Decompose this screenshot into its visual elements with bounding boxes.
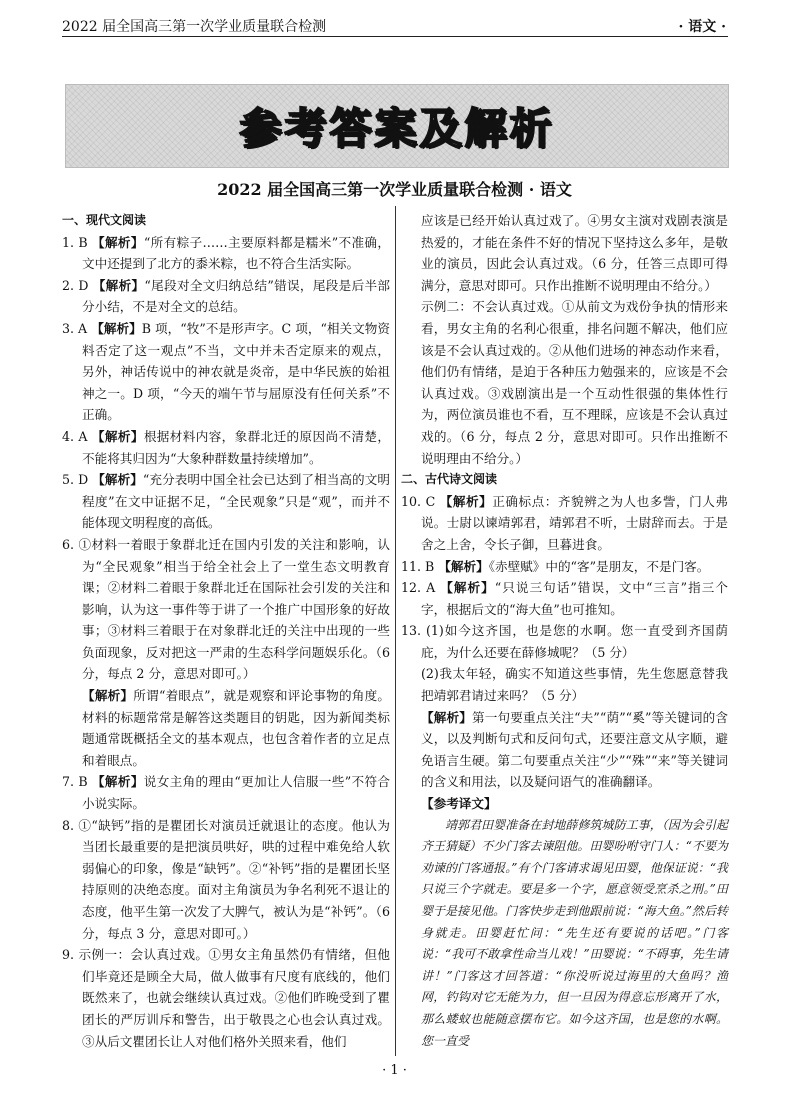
banner-title: 参考答案及解析 <box>239 104 555 153</box>
answer-number: 11. B <box>401 558 435 574</box>
answer-item-10 <box>401 491 728 556</box>
answer-item-2 <box>62 275 390 318</box>
analysis-tag: 【解析】 <box>92 234 144 250</box>
right-column <box>401 210 728 1052</box>
answer-number: 13. <box>401 623 422 639</box>
answer-item-1 <box>62 232 390 275</box>
answer-item-9-example-two: 示例二：不会认真过戏。①从前文为戏份争执的情形来看，男女主角的名利心很重，排名问题不解决，他们应该是不会认真过戏的。②从他们进场的神态动作来看，他们仍有情绪，是迫于各种压力勉强来的，应该是不会认真过戏。③戏剧演出是一个互动性很强的集体性行为，两位演员谁也不看，互不理睬，应该是不会认真过戏的。（6 分，每点 2 分，意思对即可。只作出推断不说明理由不给分。） <box>421 299 728 466</box>
answer-item-6 <box>62 534 390 685</box>
document-title: 2022 届全国高三第一次学业质量联合检测 · 语文 <box>217 180 572 199</box>
analysis-tag: 【解析】 <box>440 580 495 596</box>
answer-text: (1)如今这齐国，也是您的水啊。您一直受到齐国荫庇，为什么还要在薛修城呢？（5 分） <box>421 623 728 660</box>
reference-translation-heading: 【参考译文】 <box>421 796 497 812</box>
answer-text: 正确标点：齐貌辨之为人也多訾，门人弗说。士尉以谏靖郭君，靖郭君不听，士尉辞而去。于是舍之上舍，令长子御，旦暮进食。 <box>421 493 729 552</box>
answer-item-8 <box>62 815 390 945</box>
answer-item-11 <box>401 556 728 578</box>
analysis-text: 所谓“着眼点”，就是观察和评论事物的角度。材料的标题常常是解答这类题目的钥匙，因为新闻类标题通常既概括全文的基本观点，也包含着作者的立足点和着眼点。 <box>82 688 390 768</box>
answer-item-4 <box>62 426 390 469</box>
section-heading-classical-reading: 二、古代诗文阅读 <box>401 472 498 487</box>
analysis-text: 第一句要重点关注“夫”“荫”“奚”等关键词的含义，以及判断句式和反问句式，还要注意文从字顺，避免语言生硬。第二句要重点关注“少”“殊”“来”等关键词的含义和用法，以及疑问语气的准确翻译。 <box>421 709 728 790</box>
answer-number: 8. <box>62 817 75 833</box>
analysis-tag: 【解析】 <box>438 558 489 574</box>
answer-item-7 <box>62 771 390 814</box>
answer-number: 1. B <box>62 234 88 250</box>
answer-item-9 <box>62 944 390 1052</box>
answer-text: 示例一：会认真过戏。①男女主角虽然仍有情绪，但他们毕竟还是顾全大局，做人做事有尺度有底线的，他们既然来了，也就会继续认真过戏。②他们昨晚受到了瞿团长的严厉训斥和警告，出于敬畏之心也会认真过戏。③从后文瞿团长让人对他们格外关照来看，他们 <box>78 947 391 1049</box>
analysis-tag: 【解析】 <box>91 774 144 790</box>
answer-text: ①“缺钙”指的是瞿团长对演员迁就退让的态度。他认为当团长最重要的是把演员哄好，哄的过程中难免给人软弱偏心的印象，像是“缺钙”。②“补钙”指的是瞿团长坚持原则的决绝态度。面对主角演员为争名利死不退让的态度，他平生第一次发了大脾气，被认为是“补钙”。（6 分，每点 3 分，意思对即可。） <box>78 817 390 941</box>
answer-number: 7. B <box>62 774 88 790</box>
answer-number: 9. <box>62 947 75 963</box>
page-header <box>62 10 728 37</box>
answer-text: 根据材料内容，象群北迁的原因尚不清楚，不能将其归因为“大象种群数量持续增加”。 <box>82 428 390 466</box>
answer-text: “尾段对全文归纳总结”错误，尾段是后半部分小结，不是对全文的总结。 <box>82 277 390 315</box>
analysis-tag: 【解析】 <box>92 472 143 488</box>
answer-text: “充分表明中国全社会已达到了相当高的文明程度”在文中证据不足，“全民观象”只是“观”，而并不能体现文明程度的高低。 <box>82 472 390 531</box>
column-divider <box>395 206 396 1056</box>
answer-number: 3. A <box>62 320 88 336</box>
answer-item-6-analysis <box>62 685 390 771</box>
answer-item-5 <box>62 469 390 534</box>
analysis-tag: 【解析】 <box>421 709 473 725</box>
answer-item-13-analysis <box>401 707 728 793</box>
analysis-tag: 【解析】 <box>91 320 142 336</box>
analysis-tag: 【解析】 <box>91 428 144 444</box>
answer-text: ①材料一着眼于象群北迁在国内引发的关注和影响，认为“全民观象”相当于给全社会上了一堂生态文明教育课；②材料二着眼于象群北迁在国际社会引发的关注和影响，认为这一事件等于讲了一个推广中国形象的好故事；③材料三着眼于在对象群北迁的关注中出现的一些负面现象，反对把这一严肃的生态科学问题娱乐化。（6 分，每点 2 分，意思对即可。） <box>78 536 391 682</box>
answer-number: 10. C <box>401 493 436 509</box>
title-banner <box>65 84 729 168</box>
answer-text: 《赤壁赋》中的“客”是朋友，不是门客。 <box>488 558 710 574</box>
answer-text: 说女主角的理由“更加让人信服一些”不符合小说实际。 <box>82 774 390 812</box>
answer-number: 4. A <box>62 428 88 444</box>
answer-number: 6. <box>62 536 75 552</box>
answer-text: “只说三句话”错误，文中“三言”指三个字，根据后文的“海大鱼”也可推知。 <box>421 580 728 617</box>
analysis-tag: 【解析】 <box>82 688 134 704</box>
answer-number: 5. D <box>62 472 89 488</box>
answer-number: 2. D <box>62 277 89 293</box>
answer-item-13-part-2: (2)我太年轻，确实不知道这些事情，先生您愿意替我把靖郭君请过来吗？（5 分） <box>421 666 728 704</box>
answer-number: 12. A <box>401 580 436 596</box>
header-subject: · 语文 · <box>678 19 726 35</box>
analysis-tag: 【解析】 <box>439 493 493 509</box>
answer-text: B 项，“牧”不是形声字。C 项，“相关文物资料否定了这一观点”不当，文中并未否定原来的观点，另外，神话传说中的神农就是炎帝，是中华民族的始祖神之一。D 项，“今天的端午节与屈原没有任何关系”不正确。 <box>82 320 391 423</box>
answer-item-3 <box>62 318 390 426</box>
left-column <box>62 210 390 1052</box>
answer-item-13-part-1 <box>401 620 728 663</box>
answer-item-9-continued: 应该是已经开始认真过戏了。④男女主演对戏剧表演是热爱的，才能在条件不好的情况下坚持这么多年，是敬业的演员，因此会认真过戏。（6 分，任答三点即可得满分，意思对即可。只作出推断不说明理由不给分。） <box>421 213 728 293</box>
page-number: · 1 · <box>382 1063 407 1078</box>
answer-text: “所有粽子……主要原料都是糯米”不准确，文中还提到了北方的黍米粽，也不符合生活实际。 <box>82 234 390 272</box>
answer-item-12 <box>401 577 728 620</box>
header-exam-title: 2022 届全国高三第一次学业质量联合检测 <box>62 19 327 35</box>
section-heading-modern-reading: 一、现代文阅读 <box>62 213 147 227</box>
analysis-tag: 【解析】 <box>92 277 145 293</box>
reference-translation-text: 靖郭君田婴准备在封地薛修筑城防工事，（因为会引起齐王猜疑）不少门客去谏阻他。田婴吩咐守门人：“不要为劝谏的门客通报。”有个门客请求谒见田婴，他保证说：“我只说三个字就走。要是多一个字，愿意领受烹杀之刑。”田婴于是接见他。门客快步走到他跟前说：“海大鱼。”然后转身就走。田婴赶忙问：“先生还有要说的话吧。”门客说：“我可不敢拿性命当儿戏！”田婴说：“不碍事，先生请讲！”门客这才回答道：“你没听说过海里的大鱼吗？渔网，钓钩对它无能为力，但一旦因为得意忘形离开了水，那么蝼蚁也能随意摆布它。如今这齐国，也是您的水啊。您一直受 <box>421 817 728 1048</box>
